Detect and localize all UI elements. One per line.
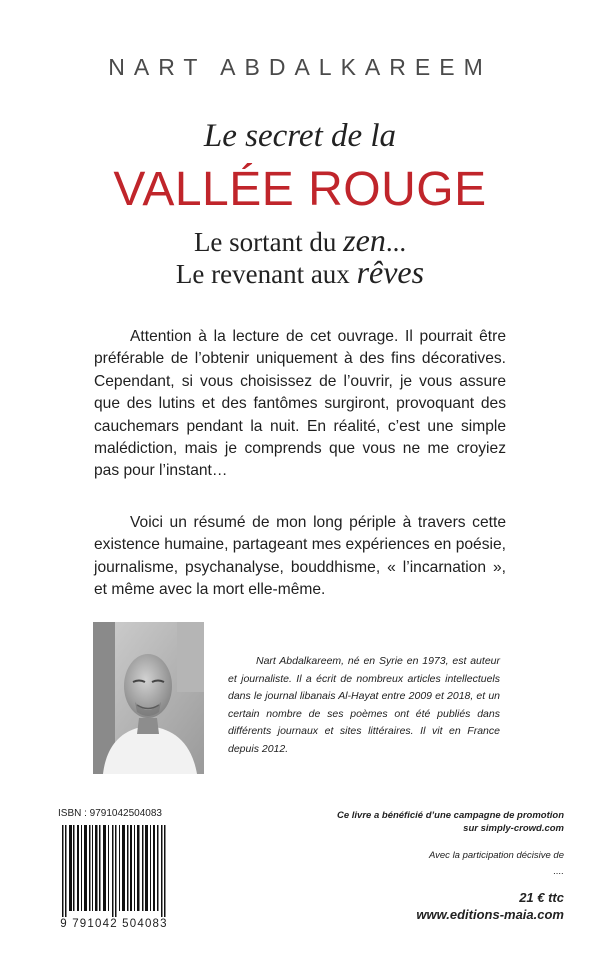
barcode <box>60 825 168 917</box>
blurb-paragraph-1-block <box>94 326 506 483</box>
author-bio: Nart Abdalkareem, né en Syrie en 1973, est auteur et journaliste. Il a écrit de nombreux articles intellectuels dans le journal libanais Al-Hayat entre 2009 et 2018, et un certain nombre de ses poèmes ont été publiés dans différents journaux et sites littéraires. Il vit en France depuis 2012. <box>228 655 500 755</box>
blurb-paragraph-2-block <box>94 512 506 602</box>
blurb-paragraph-1: Attention à la lecture de cet ouvrage. Il pourrait être préférable de l’obtenir uniquement à des fins décoratives. Cependant, si vous choisissez de l’ouvrir, je vous assure que des lutins et des fantômes surgiront, provoquant des cauchemars pendant la nuit. En réalité, c’est une simple malédiction, mais je comprends que vous ne me croyiez pas pour l’instant… <box>94 328 506 480</box>
blurb-paragraph-2: Voici un résumé de mon long périple à travers cette existence humaine, partageant mes expériences en poésie, journalisme, psychanalyse, bouddhisme, « l’incarnation », et même avec la mort elle-même. <box>94 514 506 599</box>
participation-text: Avec la participation décisive de <box>428 850 564 861</box>
title-line-1: Le secret de la <box>203 118 397 154</box>
subtitle-emphasis-reves: rêves <box>356 254 425 290</box>
author-name: NART ABDALKAREEM <box>108 54 492 80</box>
publisher-website: www.editions-maia.com <box>416 907 564 922</box>
promo-line-2: sur simply-crowd.com <box>463 823 564 834</box>
price: 21 € ttc <box>519 890 564 905</box>
barcode-digits: 9 791042 504083 <box>60 918 168 930</box>
subtitle-line-2: Le revenant aux rêves <box>175 254 425 290</box>
isbn-label: ISBN : 9791042504083 <box>58 808 162 819</box>
author-photo <box>93 622 204 774</box>
subtitle-line-1: Le sortant du zen... <box>193 222 407 258</box>
title-line-2: VALLÉE ROUGE <box>113 163 487 216</box>
participation-placeholder: .... <box>553 866 564 877</box>
promo-line-1: Ce livre a bénéficié d’une campagne de promotion <box>337 810 564 821</box>
subtitle-emphasis-zen: zen <box>343 222 386 258</box>
